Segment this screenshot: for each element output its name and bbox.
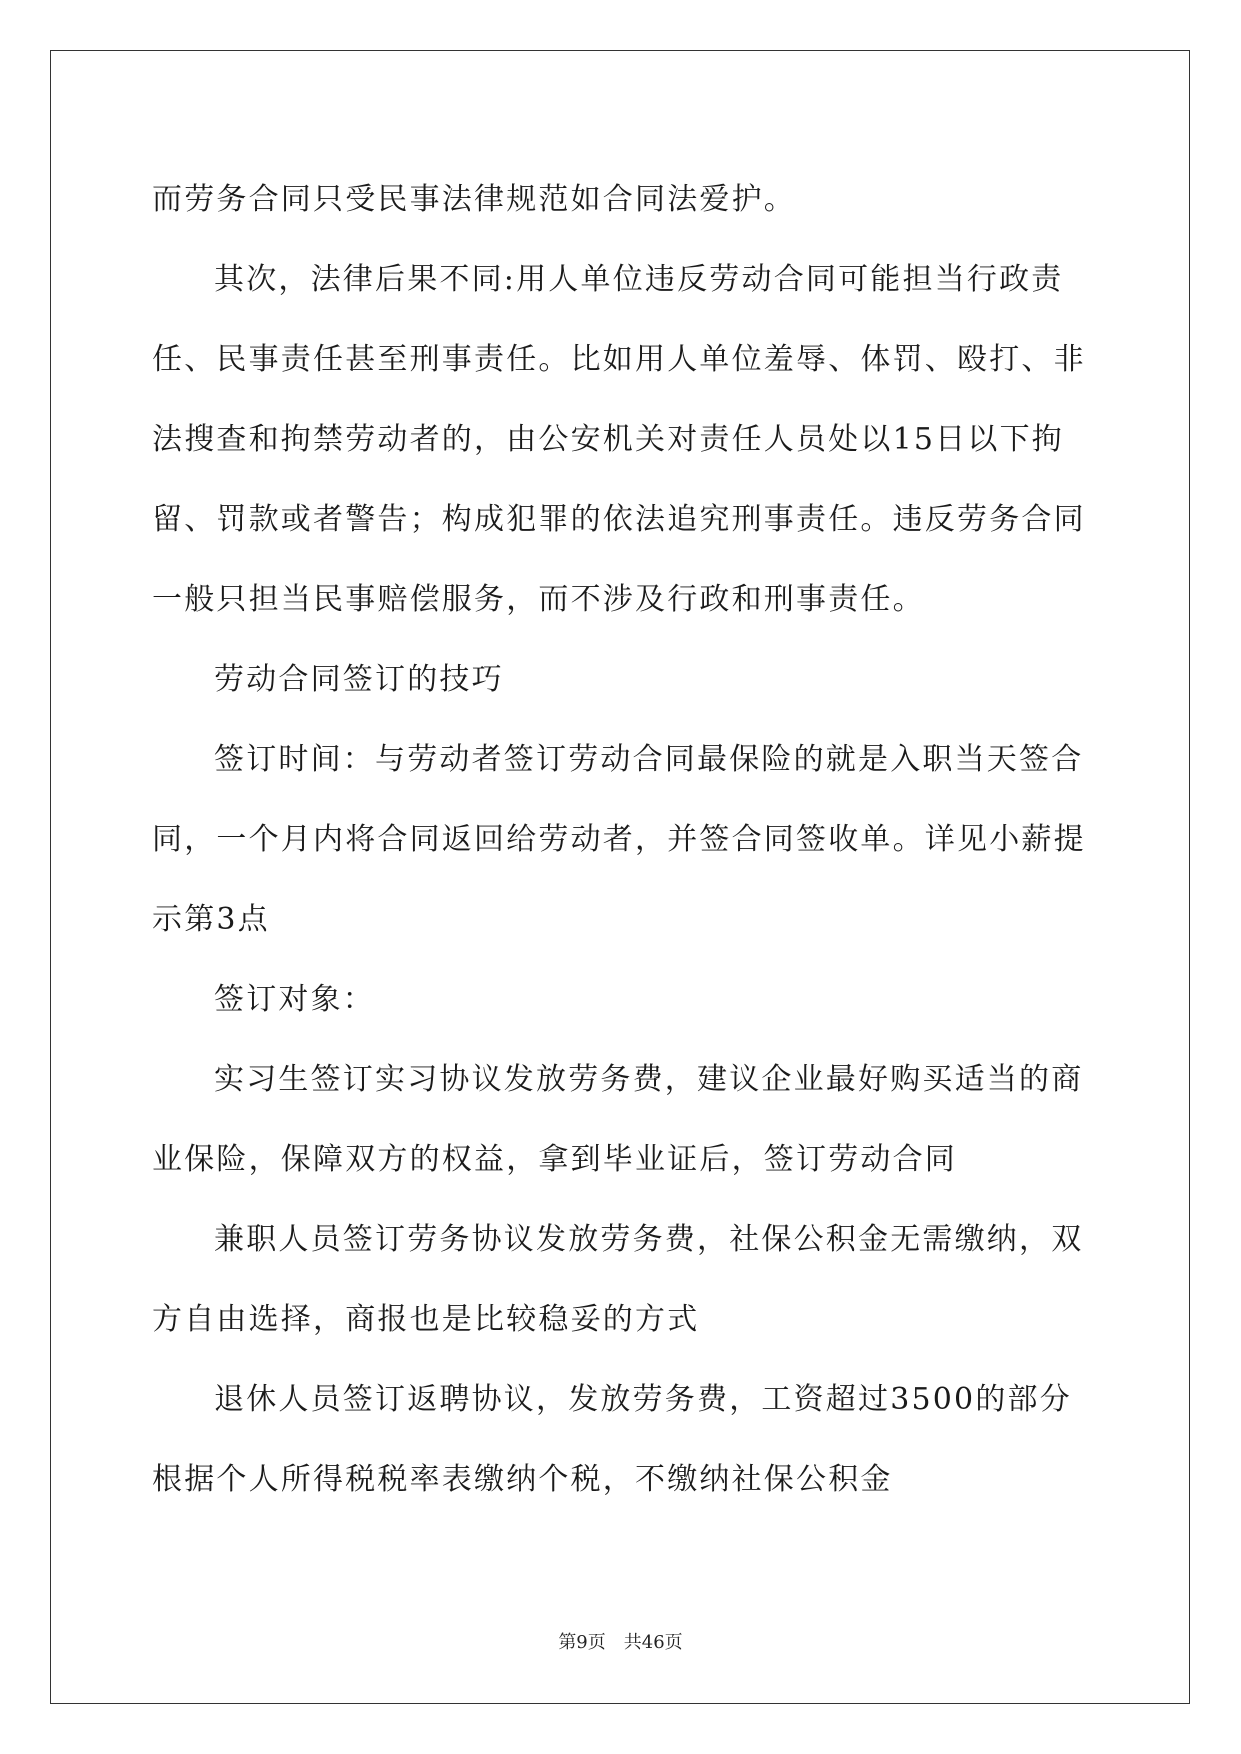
paragraph-1: 而劳务合同只受民事法律规范如合同法爱护。	[152, 182, 796, 217]
paragraph-interns: 实习生签订实习协议发放劳务费，建议企业最好购买适当的商业保险，保障双方的权益，拿到毕业证后，签订劳动合同	[152, 1062, 1084, 1177]
page-footer	[0, 1628, 1241, 1654]
page-number: 第9页	[558, 1632, 606, 1653]
paragraph-part-time: 兼职人员签订劳务协议发放劳务费，社保公积金无需缴纳，双方自由选择，商报也是比较稳妥的方式	[152, 1222, 1084, 1337]
section-heading: 劳动合同签订的技巧	[214, 662, 504, 697]
document-body	[152, 160, 1092, 1520]
paragraph-2: 其次，法律后果不同:用人单位违反劳动合同可能担当行政责任、民事责任甚至刑事责任。比如用人单位羞辱、体罚、殴打、非法搜查和拘禁劳动者的，由公安机关对责任人员处以15日以下拘留、罚款或者警告；构成犯罪的依法追究刑事责任。违反劳务合同一般只担当民事赔偿服务，而不涉及行政和刑事责任。	[152, 262, 1086, 617]
paragraph-signing-time: 签订时间：与劳动者签订劳动合同最保险的就是入职当天签合同，一个月内将合同返回给劳动者，并签合同签收单。详见小薪提示第3点	[152, 742, 1086, 937]
paragraph-retirees: 退休人员签订返聘协议，发放劳务费，工资超过3500的部分根据个人所得税税率表缴纳个税，不缴纳社保公积金	[152, 1382, 1072, 1497]
paragraph-signing-objects: 签订对象：	[214, 982, 375, 1017]
page-total: 共46页	[623, 1632, 683, 1653]
